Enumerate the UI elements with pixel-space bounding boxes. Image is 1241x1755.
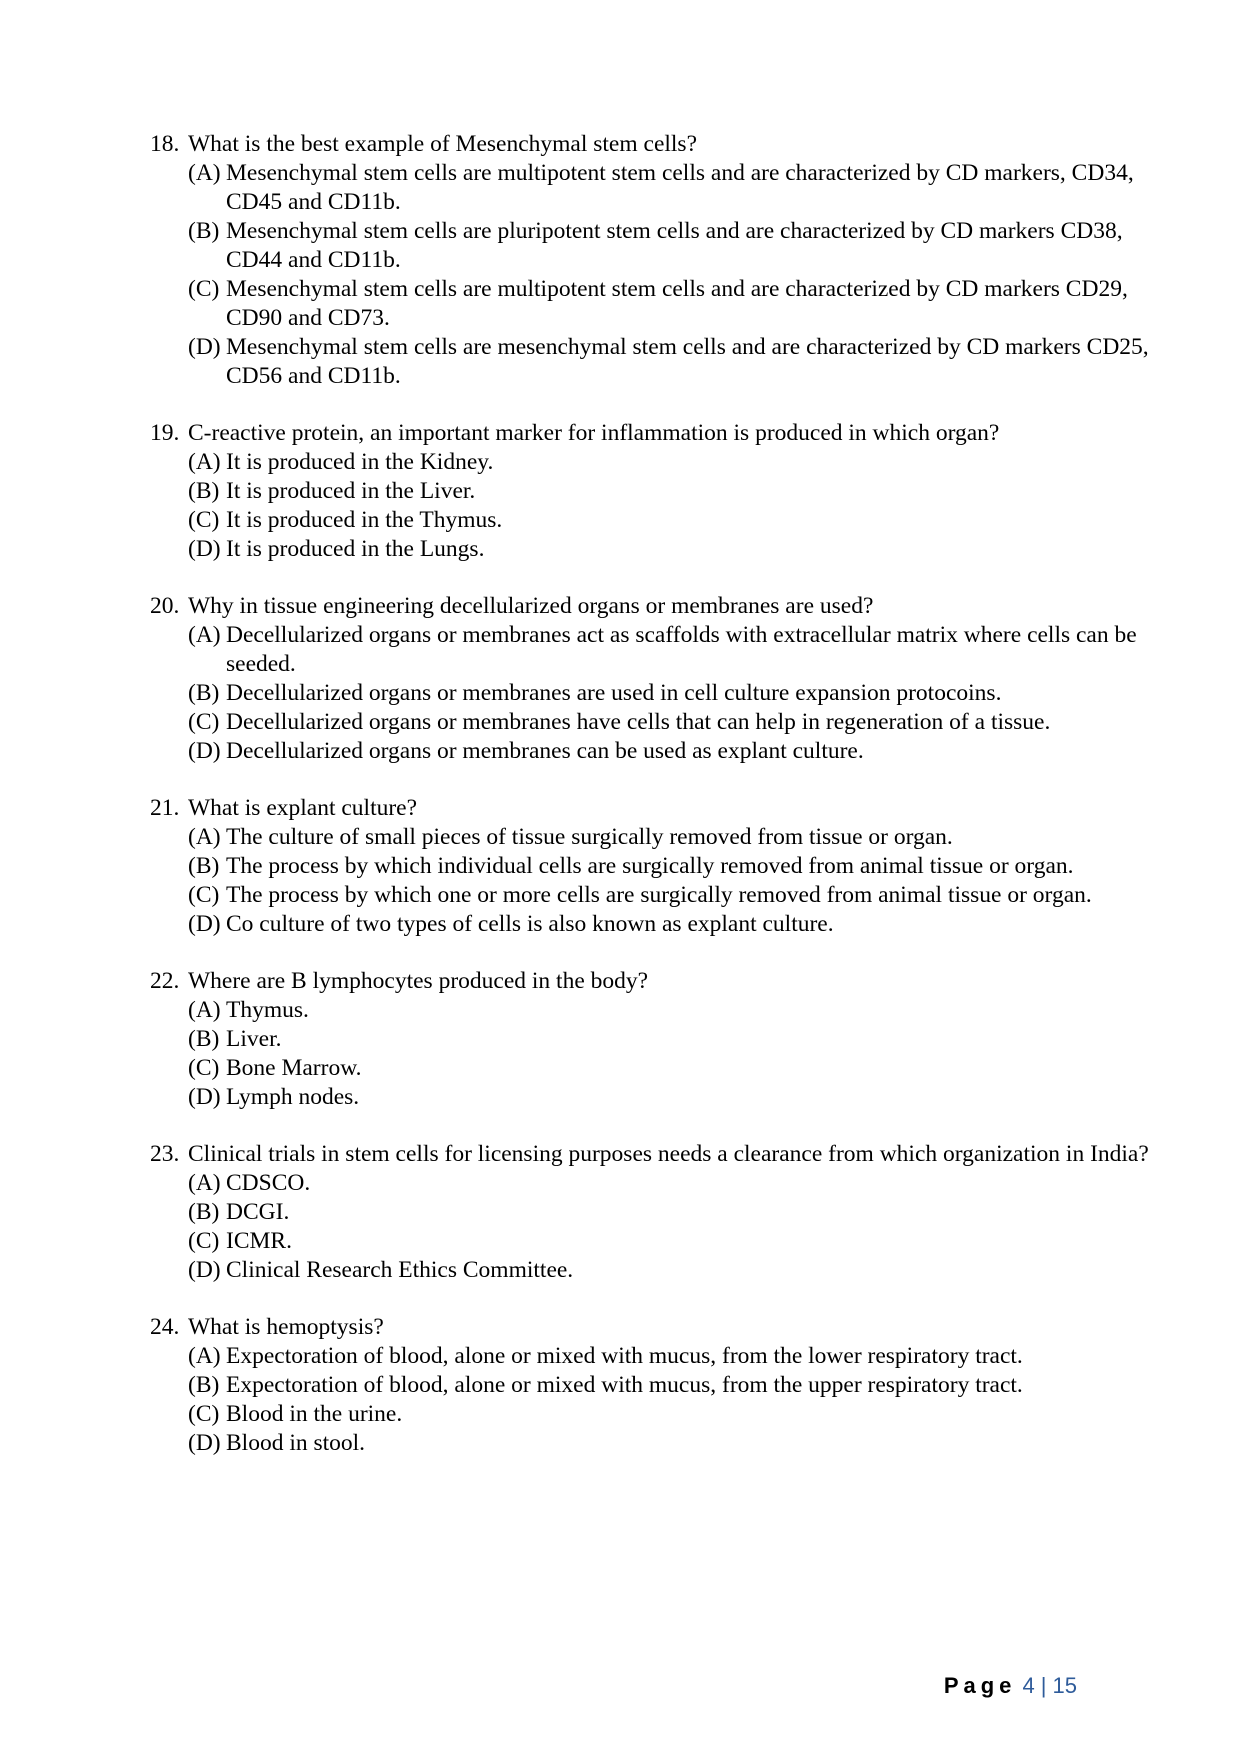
option-letter: (B) <box>188 1199 220 1225</box>
option-list <box>150 159 1150 391</box>
option-text: It is produced in the Kidney. <box>226 449 494 475</box>
question-block <box>150 1313 1150 1458</box>
option-letter: (A) <box>188 160 221 186</box>
question-number: 21. <box>150 795 180 821</box>
option-text: It is produced in the Thymus. <box>226 507 503 533</box>
question-row <box>150 1140 1150 1169</box>
option-letter: (D) <box>188 911 221 937</box>
option-text: Clinical Research Ethics Committee. <box>226 1257 574 1283</box>
option-text: Liver. <box>226 1026 282 1052</box>
option-letter: (A) <box>188 622 221 648</box>
option-text: Blood in the urine. <box>226 1401 403 1427</box>
option-letter: (C) <box>188 1228 220 1254</box>
question-text: What is the best example of Mesenchymal stem cells? <box>188 131 698 157</box>
question-row <box>150 1313 1150 1342</box>
answer-option <box>188 910 1150 939</box>
question-number: 19. <box>150 420 180 446</box>
answer-option <box>188 1256 1150 1285</box>
option-text: The process by which individual cells are surgically removed from animal tissue or organ. <box>226 853 1074 879</box>
option-text: It is produced in the Liver. <box>226 478 476 504</box>
answer-option <box>188 996 1150 1025</box>
answer-option <box>188 448 1150 477</box>
option-text: Bone Marrow. <box>226 1055 362 1081</box>
option-letter: (B) <box>188 218 220 244</box>
question-row <box>150 130 1150 159</box>
question-block <box>150 419 1150 564</box>
option-letter: (C) <box>188 709 220 735</box>
question-text: Clinical trials in stem cells for licensing purposes needs a clearance from which organization in India? <box>188 1141 1149 1167</box>
option-text: CDSCO. <box>226 1170 311 1196</box>
answer-option <box>188 1342 1150 1371</box>
option-text: Expectoration of blood, alone or mixed with mucus, from the upper respiratory tract. <box>226 1372 1023 1398</box>
answer-option <box>188 506 1150 535</box>
option-text: Lymph nodes. <box>226 1084 360 1110</box>
answer-option <box>188 1025 1150 1054</box>
option-list <box>150 621 1150 766</box>
option-text: It is produced in the Lungs. <box>226 536 485 562</box>
question-number: 24. <box>150 1314 180 1340</box>
answer-option <box>188 1400 1150 1429</box>
option-text: Mesenchymal stem cells are mesenchymal stem cells and are characterized by CD markers CD25, CD56 and CD11b. <box>226 334 1149 389</box>
answer-option <box>188 1054 1150 1083</box>
option-letter: (C) <box>188 507 220 533</box>
question-block <box>150 967 1150 1112</box>
answer-option <box>188 535 1150 564</box>
answer-option <box>188 1429 1150 1458</box>
option-text: Decellularized organs or membranes have cells that can help in regeneration of a tissue. <box>226 709 1051 735</box>
option-letter: (B) <box>188 853 220 879</box>
question-number: 18. <box>150 131 180 157</box>
answer-option <box>188 1227 1150 1256</box>
answer-option <box>188 1083 1150 1112</box>
option-letter: (B) <box>188 680 220 706</box>
question-text: What is explant culture? <box>188 795 418 821</box>
option-letter: (D) <box>188 1257 221 1283</box>
answer-option <box>188 477 1150 506</box>
option-text: ICMR. <box>226 1228 292 1254</box>
question-text: C-reactive protein, an important marker for inflammation is produced in which organ? <box>188 420 1000 446</box>
question-number: 22. <box>150 968 180 994</box>
option-text: Decellularized organs or membranes are used in cell culture expansion protocoins. <box>226 680 1002 706</box>
page-label: Page <box>943 1673 1017 1698</box>
question-list <box>150 130 1150 1486</box>
option-letter: (B) <box>188 1026 220 1052</box>
question-block <box>150 794 1150 939</box>
option-text: The process by which one or more cells are surgically removed from animal tissue or organ. <box>226 882 1092 908</box>
question-row <box>150 967 1150 996</box>
option-list <box>150 1342 1150 1458</box>
option-letter: (A) <box>188 1170 221 1196</box>
question-text: Why in tissue engineering decellularized organs or membranes are used? <box>188 593 874 619</box>
answer-option <box>188 1169 1150 1198</box>
question-text: Where are B lymphocytes produced in the body? <box>188 968 649 994</box>
question-row <box>150 794 1150 823</box>
answer-option <box>188 708 1150 737</box>
total-pages-number: 15 <box>1052 1673 1077 1698</box>
answer-option <box>188 621 1150 679</box>
option-text: Mesenchymal stem cells are pluripotent stem cells and are characterized by CD markers CD38, CD44 and CD11b. <box>226 218 1123 273</box>
option-letter: (A) <box>188 824 221 850</box>
option-letter: (B) <box>188 478 220 504</box>
option-letter: (D) <box>188 1430 221 1456</box>
option-text: Co culture of two types of cells is also known as explant culture. <box>226 911 834 937</box>
option-letter: (A) <box>188 997 221 1023</box>
option-text: Mesenchymal stem cells are multipotent stem cells and are characterized by CD markers CD29, CD90 and CD73. <box>226 276 1128 331</box>
question-row <box>150 419 1150 448</box>
question-text: What is hemoptysis? <box>188 1314 384 1340</box>
answer-option <box>188 881 1150 910</box>
option-text: Decellularized organs or membranes can be used as explant culture. <box>226 738 864 764</box>
option-letter: (D) <box>188 334 221 360</box>
option-letter: (C) <box>188 276 220 302</box>
answer-option <box>188 217 1150 275</box>
option-text: Thymus. <box>226 997 309 1023</box>
option-letter: (C) <box>188 1055 220 1081</box>
option-text: Mesenchymal stem cells are multipotent stem cells and are characterized by CD markers, CD34, CD45 and CD11b. <box>226 160 1134 215</box>
question-block <box>150 130 1150 391</box>
option-text: Decellularized organs or membranes act as scaffolds with extracellular matrix where cells can be seeded. <box>226 622 1137 677</box>
option-text: DCGI. <box>226 1199 290 1225</box>
option-list <box>150 448 1150 564</box>
page-separator: | <box>1040 1673 1047 1698</box>
answer-option <box>188 823 1150 852</box>
option-list <box>150 996 1150 1112</box>
option-letter: (D) <box>188 738 221 764</box>
answer-option <box>188 679 1150 708</box>
option-letter: (A) <box>188 449 221 475</box>
answer-option <box>188 159 1150 217</box>
option-letter: (D) <box>188 536 221 562</box>
option-text: Expectoration of blood, alone or mixed with mucus, from the lower respiratory tract. <box>226 1343 1023 1369</box>
question-number: 23. <box>150 1141 180 1167</box>
option-letter: (C) <box>188 882 220 908</box>
current-page-number: 4 <box>1022 1673 1035 1698</box>
answer-option <box>188 852 1150 881</box>
question-block <box>150 1140 1150 1285</box>
option-letter: (C) <box>188 1401 220 1427</box>
question-number: 20. <box>150 593 180 619</box>
answer-option <box>188 1198 1150 1227</box>
question-block <box>150 592 1150 766</box>
option-text: The culture of small pieces of tissue surgically removed from tissue or organ. <box>226 824 953 850</box>
option-letter: (B) <box>188 1372 220 1398</box>
option-list <box>150 823 1150 939</box>
option-list <box>150 1169 1150 1285</box>
page-footer <box>944 1673 1077 1699</box>
answer-option <box>188 333 1150 391</box>
answer-option <box>188 737 1150 766</box>
question-row <box>150 592 1150 621</box>
option-letter: (A) <box>188 1343 221 1369</box>
option-text: Blood in stool. <box>226 1430 366 1456</box>
option-letter: (D) <box>188 1084 221 1110</box>
answer-option <box>188 1371 1150 1400</box>
answer-option <box>188 275 1150 333</box>
